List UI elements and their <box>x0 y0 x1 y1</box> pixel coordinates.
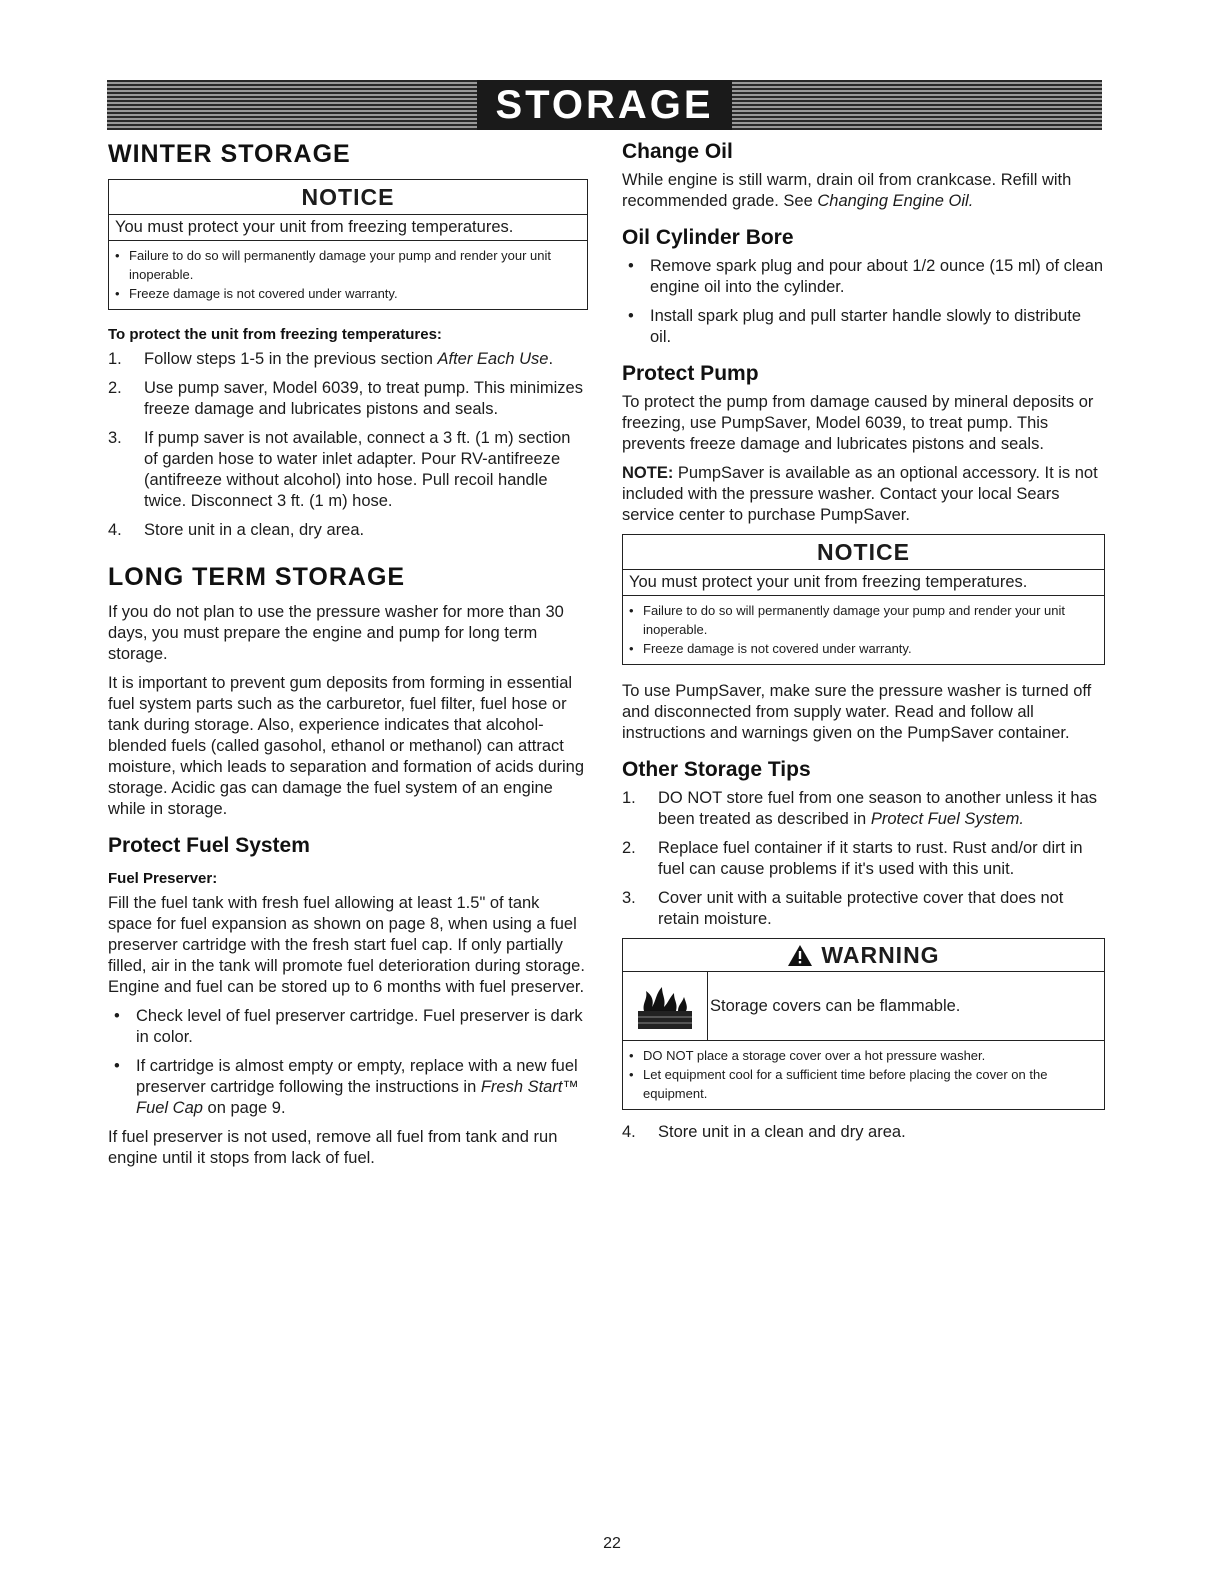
notice-item: • Failure to do so will permanently damage your pump and render your unit inoperable. <box>629 603 1066 637</box>
fire-hazard-icon-cell <box>623 972 708 1040</box>
list-item: 1. Follow steps 1-5 in the previous section After Each Use. <box>108 350 554 368</box>
winter-steps-list <box>108 349 588 541</box>
list-item: 2. Replace fuel container if it starts to rust. Rust and/or dirt in fuel can cause problems if it's used with this unit. <box>622 839 1083 878</box>
list-item: • Remove spark plug and pour about 1/2 ounce (15 ml) of clean engine oil into the cylinder. <box>628 257 1104 296</box>
warning-item: • Let equipment cool for a sufficient time before placing the cover on the equipment. <box>629 1067 1048 1101</box>
notice-item: • Failure to do so will permanently damage your pump and render your unit inoperable. <box>115 248 552 282</box>
oil-cylinder-bore-heading: Oil Cylinder Bore <box>622 226 794 249</box>
paragraph: Fill the fuel tank with fresh fuel allowing at least 1.5" of tank space for fuel expansion as shown on page 8, when using a fuel preserver cartridge with the fresh start fuel cap. If only partially filled, air in the tank will promote fuel deterioration during storage. Engine and fuel can be stored up to 6 months with fuel preserver. <box>108 894 585 996</box>
list-item: 4. Store unit in a clean, dry area. <box>108 521 365 539</box>
warning-lead: Storage covers can be flammable. <box>710 996 961 1015</box>
list-item: 2. Use pump saver, Model 6039, to treat pump. This minimizes freeze damage and lubricates pistons and seals. <box>108 379 583 418</box>
notice-lead: You must protect your unit from freezing temperatures. <box>109 215 587 241</box>
paragraph: If fuel preserver is not used, remove all fuel from tank and run engine until it stops from lack of fuel. <box>108 1128 558 1167</box>
paragraph: It is important to prevent gum deposits from forming in essential fuel system parts such as the carburetor, fuel filter, fuel hose or tank during storage. Also, experience indicates that alcohol-blended fuels (called gasohol, ethanol or methanol) can attract moisture, which leads to separation and formation of acids during storage. Acidic gas can damage the fuel system of an engine while in storage. <box>108 674 585 818</box>
paragraph: While engine is still warm, drain oil from crankcase. Refill with recommended grade. See Changing Engine Oil. <box>622 171 1072 210</box>
storage-tips-list <box>622 788 1105 930</box>
list-item: • If cartridge is almost empty or empty, replace with a new fuel preserver cartridge following the instructions in Fresh Start™ Fuel Cap on page 9. <box>114 1057 579 1117</box>
left-column <box>108 140 588 1177</box>
paragraph: If you do not plan to use the pressure washer for more than 30 days, you must prepare the engine and pump for long term storage. <box>108 603 564 663</box>
list-item: 4. Store unit in a clean and dry area. <box>622 1123 906 1141</box>
long-term-storage-heading: LONG TERM STORAGE <box>108 563 406 591</box>
fire-icon <box>634 981 696 1031</box>
list-item: 3. If pump saver is not available, connect a 3 ft. (1 m) section of garden hose to water inlet adapter. Pour RV-antifreeze (antifreeze without alcohol) into hose. Pull recoil handle twice. Disconnect 3 ft. (1 m) hose. <box>108 429 571 510</box>
list-item: 1. DO NOT store fuel from one season to another unless it has been treated as described in Protect Fuel System. <box>622 789 1097 828</box>
protect-pump-heading: Protect Pump <box>622 362 759 385</box>
notice-lead: You must protect your unit from freezing temperatures. <box>623 570 1104 596</box>
fuel-preserver-bullets <box>108 1006 588 1119</box>
protect-fuel-system-heading: Protect Fuel System <box>108 834 310 857</box>
list-item: 3. Cover unit with a suitable protective cover that does not retain moisture. <box>622 889 1064 928</box>
notice-title: NOTICE <box>623 535 1104 570</box>
paragraph: To use PumpSaver, make sure the pressure washer is turned off and disconnected from supply water. Read and follow all instructions and warnings given on the PumpSaver container. <box>622 682 1092 742</box>
cylinder-bullets <box>622 256 1105 348</box>
notice-item: • Freeze damage is not covered under warranty. <box>629 641 912 656</box>
winter-storage-heading: WINTER STORAGE <box>108 140 351 168</box>
paragraph: To protect the pump from damage caused by mineral deposits or freezing, use PumpSaver, Model 6039, to treat pump. This prevents freeze damage and lubricates pistons and seals. <box>622 393 1094 453</box>
list-item: • Install spark plug and pull starter handle slowly to distribute oil. <box>628 307 1082 346</box>
list-item: • Check level of fuel preserver cartridge. Fuel preserver is dark in color. <box>114 1007 583 1046</box>
warning-item: • DO NOT place a storage cover over a hot pressure washer. <box>629 1048 986 1063</box>
other-storage-tips-heading: Other Storage Tips <box>622 758 811 781</box>
warning-title: WARNING <box>623 939 1104 972</box>
notice-item: • Freeze damage is not covered under warranty. <box>115 286 398 301</box>
notice-title: NOTICE <box>109 180 587 215</box>
section-banner <box>107 80 1102 130</box>
change-oil-heading: Change Oil <box>622 140 733 163</box>
page-title: STORAGE <box>477 80 731 130</box>
fuel-preserver-heading: Fuel Preserver: <box>108 870 218 887</box>
storage-tips-list-continued <box>622 1122 1105 1143</box>
warning-box <box>622 938 1105 1110</box>
notice-box <box>108 179 588 310</box>
right-column <box>622 140 1105 1151</box>
protect-unit-heading: To protect the unit from freezing temperatures: <box>108 326 442 343</box>
page-number: 22 <box>603 1535 621 1552</box>
notice-box <box>622 534 1105 665</box>
warning-triangle-icon <box>787 944 813 967</box>
note-paragraph: NOTE: PumpSaver is available as an optional accessory. It is not included with the pressure washer. Contact your local Sears service center to purchase PumpSaver. <box>622 464 1098 524</box>
